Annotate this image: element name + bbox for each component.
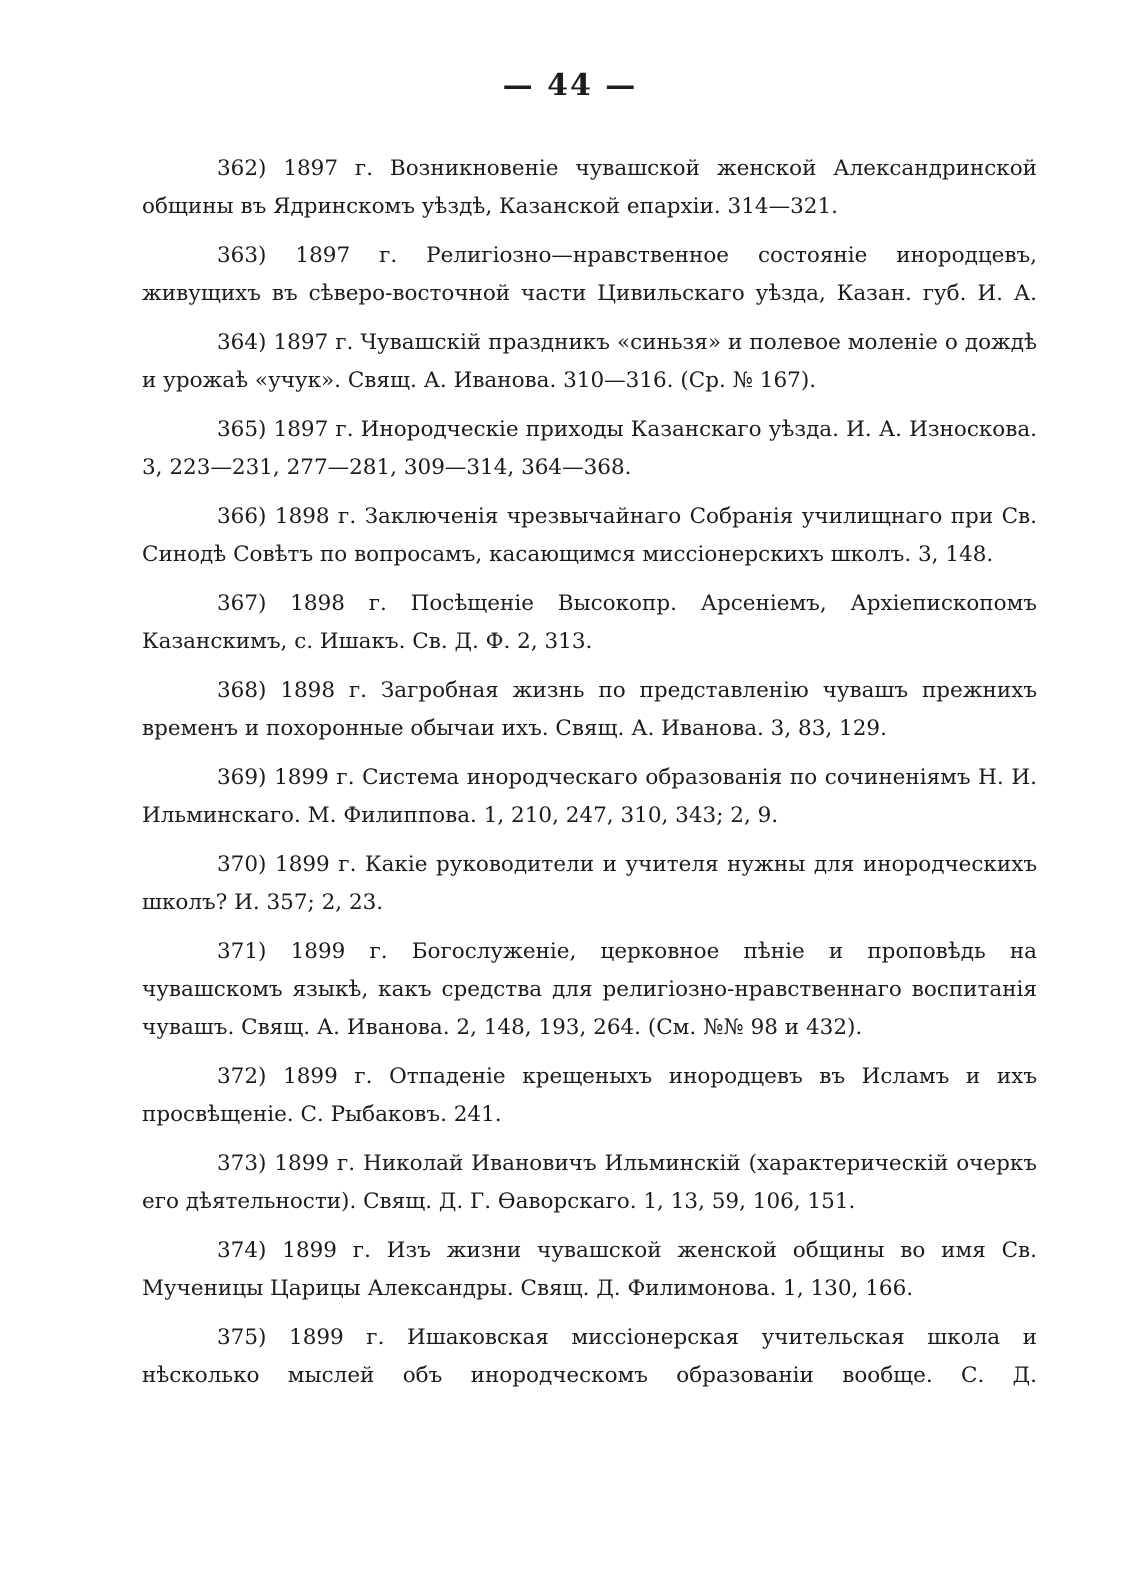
list-item: [142, 1319, 1037, 1395]
list-item: [142, 846, 1037, 922]
entry-text: 1898 г. Посѣщеніе Высокопр. Арсеніемъ, Архіепископомъ Казанскимъ, с. Ишакъ. Св. Д. Ф. 2, 313.: [142, 591, 1037, 654]
entry-number: 372): [217, 1064, 267, 1089]
entry-text: 1897 г. Инородческіе приходы Казанскаго уѣзда. И. А. Износкова. 3, 223—231, 277—281, 309—314, 364—368.: [142, 417, 1037, 480]
entry-text: 1897 г. Религіозно—нравственное состояніе инородцевъ, живущихъ въ сѣверо-восточной части Цивильскаго уѣзда, Казан. губ. И. А.: [142, 243, 1037, 306]
list-item: [142, 759, 1037, 835]
entry-text: 1899 г. Система инородческаго образованія по сочиненіямъ Н. И. Ильминскаго. М. Филиппова. 1, 210, 247, 310, 343; 2, 9.: [142, 765, 1037, 828]
list-item: [142, 324, 1037, 400]
entry-number: 367): [217, 591, 267, 616]
entry-text: 1897 г. Чувашскій праздникъ «синьзя» и полевое моленіе о дождѣ и урожаѣ «учук». Свящ. А. Иванова. 310—316. (Ср. № 167).: [142, 330, 1037, 393]
entry-number: 363): [217, 243, 267, 268]
entry-text: 1898 г. Загробная жизнь по представленію чувашъ прежнихъ временъ и похоронные обычаи ихъ. Свящ. А. Иванова. 3, 83, 129.: [142, 678, 1037, 741]
entry-number: 375): [217, 1325, 267, 1350]
entry-number: 369): [217, 765, 267, 790]
list-item: [142, 1232, 1037, 1308]
entry-text: 1899 г. Богослуженіе, церковное пѣніе и проповѣдь на чувашскомъ языкѣ, какъ средства для религіозно-нравственнаго воспитанія чувашъ. Свящ. А. Иванова. 2, 148, 193, 264. (См. №№ 98 и 432).: [142, 939, 1037, 1040]
list-item: [142, 585, 1037, 661]
bibliography-list: [142, 150, 1037, 1406]
list-item: [142, 150, 1037, 226]
entry-number: 365): [217, 417, 267, 442]
entry-number: 374): [217, 1238, 267, 1263]
entry-text: 1899 г. Николай Ивановичъ Ильминскій (характерическій очеркъ его дѣятельности). Свящ. Д. Г. Ѳаворскаго. 1, 13, 59, 106, 151.: [142, 1151, 1037, 1214]
entry-text: 1899 г. Изъ жизни чувашской женской общины во имя Св. Мученицы Царицы Александры. Свящ. Д. Филимонова. 1, 130, 166.: [142, 1238, 1037, 1301]
entry-text: 1899 г. Ишаковская миссіонерская учительская школа и нѣсколько мыслей объ инородческомъ образованіи вообще. С. Д.: [142, 1325, 1037, 1388]
entry-number: 370): [217, 852, 267, 877]
entry-text: 1899 г. Какіе руководители и учителя нужны для инородческихъ школъ? И. 357; 2, 23.: [142, 852, 1037, 915]
entry-text: 1899 г. Отпаденіе крещеныхъ инородцевъ въ Исламъ и ихъ просвѣщеніе. С. Рыбаковъ. 241.: [142, 1064, 1037, 1127]
entry-number: 362): [217, 156, 267, 181]
list-item: [142, 411, 1037, 487]
list-item: [142, 237, 1037, 313]
list-item: [142, 1145, 1037, 1221]
list-item: [142, 933, 1037, 1047]
entry-text: 1897 г. Возникновеніе чувашской женской Александринской общины въ Ядринскомъ уѣздѣ, Казанской епархіи. 314—321.: [142, 156, 1037, 219]
page-number: — 44 —: [502, 68, 638, 103]
list-item: [142, 672, 1037, 748]
entry-number: 373): [217, 1151, 267, 1176]
list-item: [142, 498, 1037, 574]
entry-number: 368): [217, 678, 267, 703]
entry-text: 1898 г. Заключенія чрезвычайнаго Собранія училищнаго при Св. Синодѣ Совѣтъ по вопросамъ, касающимся миссіонерскихъ школъ. 3, 148.: [142, 504, 1037, 567]
list-item: [142, 1058, 1037, 1134]
entry-number: 371): [217, 939, 267, 964]
entry-number: 364): [217, 330, 267, 355]
entry-number: 366): [217, 504, 267, 529]
